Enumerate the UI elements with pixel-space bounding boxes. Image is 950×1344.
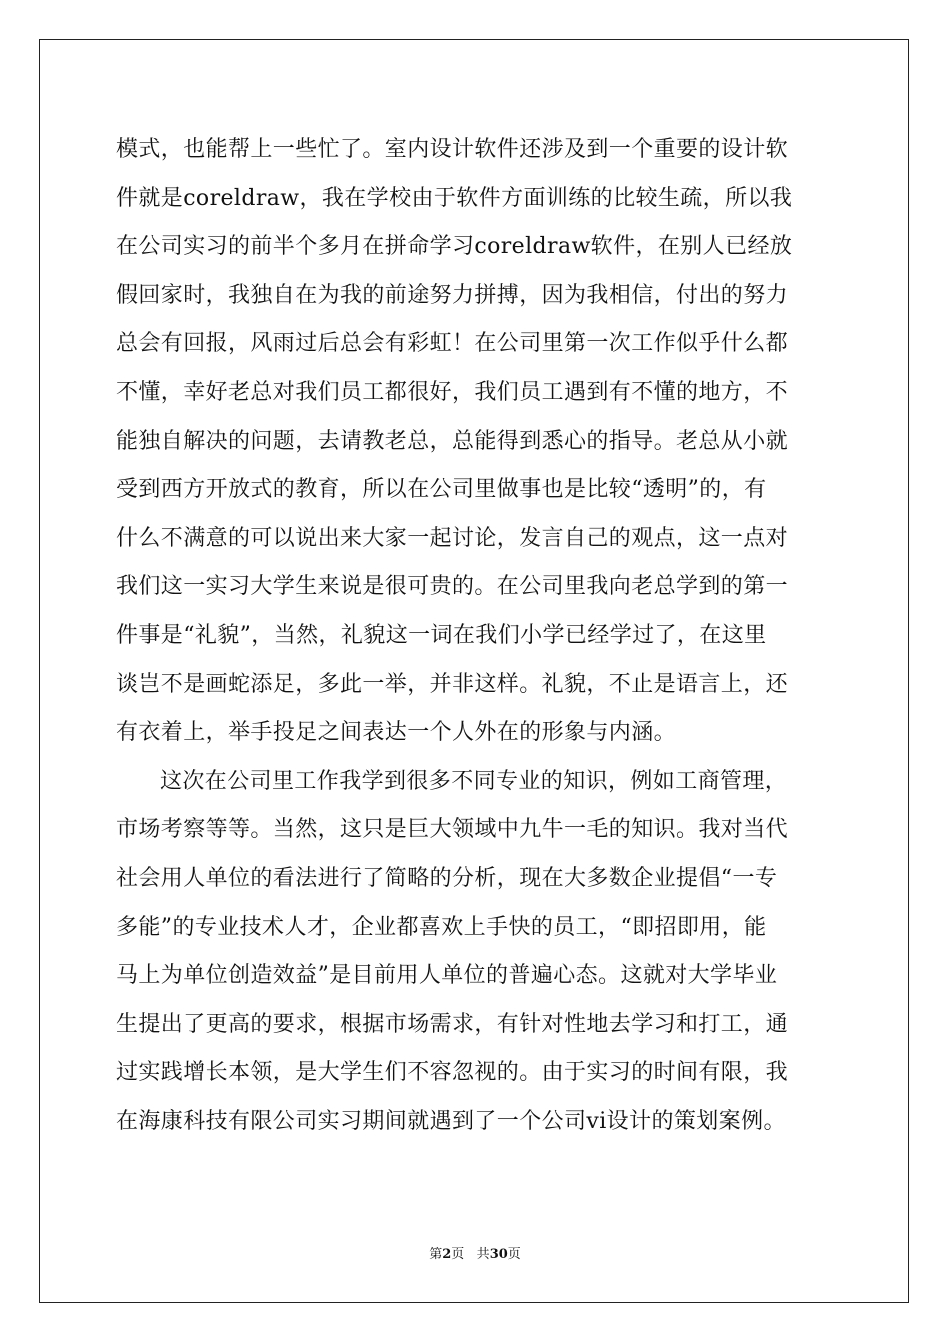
text-line: 受到西方开放式的教育，所以在公司里做事也是比较“透明”的，有 — [116, 477, 767, 503]
text-line: 能独自解决的问题，去请教老总，总能得到悉心的指导。老总从小就 — [116, 428, 789, 454]
page-footer — [0, 1246, 950, 1264]
text-line: 生提出了更高的要求，根据市场需求，有针对性地去学习和打工，通 — [116, 1011, 789, 1037]
text-line: 在公司实习的前半个多月在拼命学习coreldraw软件，在别人已经放 — [116, 234, 793, 260]
text-line: 我们这一实习大学生来说是很可贵的。在公司里我向老总学到的第一 — [116, 574, 789, 600]
text-line: 谈岂不是画蛇添足，多此一举，并非这样。礼貌，不止是语言上，还 — [116, 671, 789, 697]
footer-current-page: 2 — [442, 1247, 452, 1262]
footer-total-pages: 30 — [489, 1247, 508, 1262]
text-line: 件事是“礼貌”，当然，礼貌这一词在我们小学已经学过了，在这里 — [116, 622, 767, 648]
text-line: 不懂，幸好老总对我们员工都很好，我们员工遇到有不懂的地方，不 — [116, 379, 789, 405]
text-line: 总会有回报，风雨过后总会有彩虹！在公司里第一次工作似乎什么都 — [116, 331, 789, 357]
text-line: 模式，也能帮上一些忙了。室内设计软件还涉及到一个重要的设计软 — [116, 137, 789, 162]
text-line: 马上为单位创造效益”是目前用人单位的普遍心态。这就对大学毕业 — [116, 963, 778, 989]
document-body — [116, 126, 836, 1146]
text-line: 多能”的专业技术人才，企业都喜欢上手快的员工，“即招即用，能 — [116, 914, 767, 940]
footer-page-suffix: 页 — [451, 1247, 465, 1262]
text-line: 社会用人单位的看法进行了简略的分析，现在大多数企业提倡“一专 — [116, 865, 778, 891]
text-line: 有衣着上，举手投足之间表达一个人外在的形象与内涵。 — [116, 720, 677, 746]
footer-total-suffix: 页 — [507, 1247, 521, 1262]
text-line: 在海康科技有限公司实习期间就遇到了一个公司vi设计的策划案例。 — [116, 1108, 786, 1134]
text-line: 过实践增长本领，是大学生们不容忽视的。由于实习的时间有限，我 — [116, 1060, 789, 1086]
text-line: 什么不满意的可以说出来大家一起讨论，发言自己的观点，这一点对 — [116, 525, 789, 551]
footer-prefix: 第 — [429, 1247, 443, 1262]
text-line: 这次在公司里工作我学到很多不同专业的知识，例如工商管理， — [160, 768, 788, 794]
footer-total-prefix: 共 — [476, 1247, 490, 1262]
text-line: 件就是coreldraw，我在学校由于软件方面训练的比较生疏，所以我 — [116, 185, 793, 211]
text-line: 假回家时，我独自在为我的前途努力拼搏，因为我相信，付出的努力 — [116, 282, 789, 308]
text-line: 市场考察等等。当然，这只是巨大领域中九牛一毛的知识。我对当代 — [116, 817, 789, 843]
